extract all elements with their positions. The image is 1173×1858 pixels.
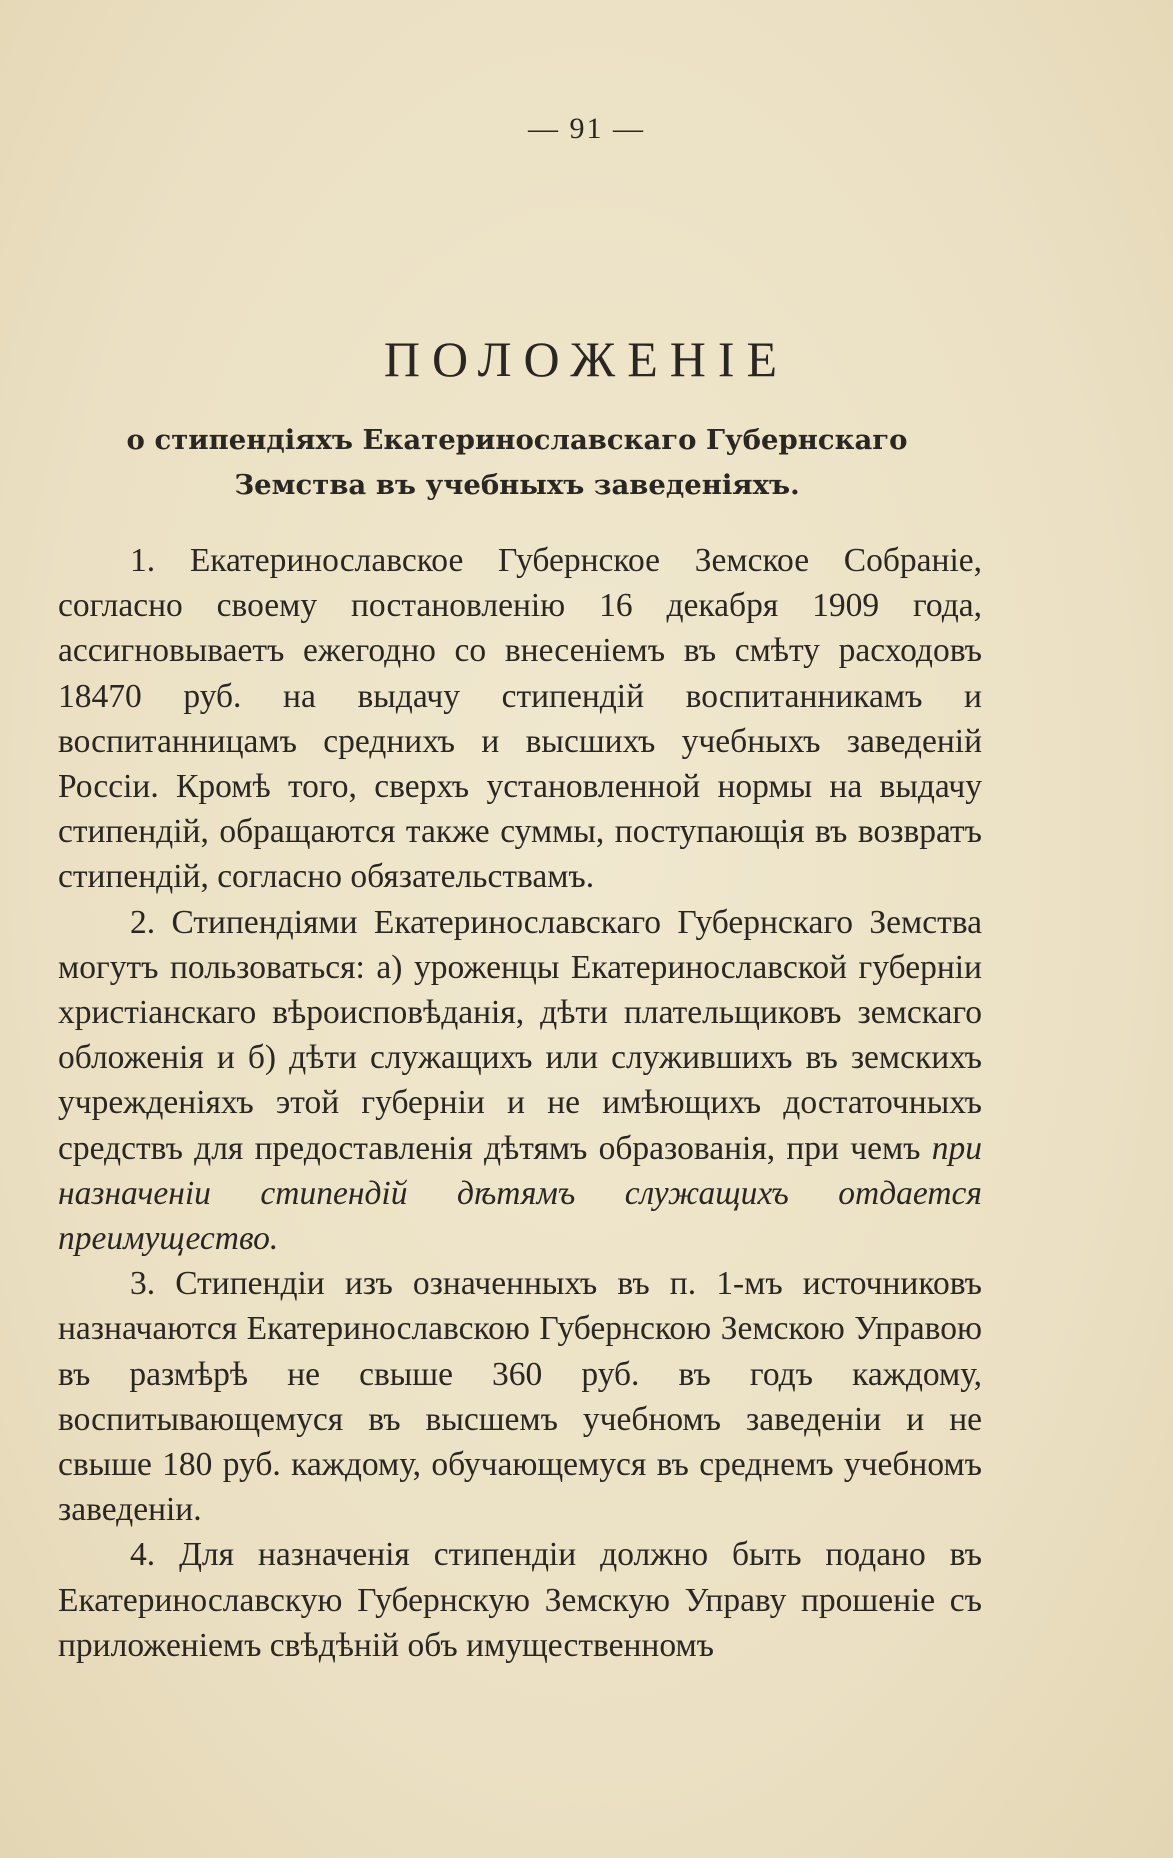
document-body xyxy=(58,538,982,1668)
paragraph-3 xyxy=(58,1261,982,1532)
page-title: ПОЛОЖЕНІЕ xyxy=(383,331,790,387)
page-subtitle: о стипендіяхъ Екатеринославскаго Губернскаго Земства въ учебныхъ заведеніяхъ. xyxy=(126,424,908,501)
paragraph-4 xyxy=(58,1532,982,1668)
paragraph-3-text: 3. Стипендіи изъ означенныхъ въ п. 1-мъ источниковъ назначаются Екатеринославскою Губернскою Земскою Управою въ размѣрѣ не свыше 360 руб. въ годъ каждому, воспитывающемуся въ высшемъ учебномъ заведеніи и не свыше 180 руб. каждому, обучающемуся въ среднемъ учебномъ заведеніи. xyxy=(58,1265,982,1529)
paragraph-1 xyxy=(58,538,982,900)
paragraph-2-emphasis: при назначеніи стипендій дѣтямъ служащихъ отдается преимущество. xyxy=(58,1129,983,1258)
paragraph-1-text: 1. Екатеринославское Губернское Земское Собраніе, согласно своему постановленію 16 декабря 1909 года, ассигновываетъ ежегодно со внесеніемъ въ смѣту расходовъ 18470 руб. на выдачу стипендій воспитанникамъ и воспитанницамъ среднихъ и высшихъ учебныхъ заведеній Россіи. Кромѣ того, сверхъ установленной нормы на выдачу стипендій, обращаются также суммы, поступающія въ возвратъ стипендій, согласно обязательствамъ. xyxy=(58,542,982,896)
page-number: — 91 — xyxy=(528,112,645,145)
paragraph-2 xyxy=(58,900,982,1262)
paragraph-2-text: 2. Стипендіями Екатеринославскаго Губернскаго Земства могутъ пользоваться: а) уроженцы Екатеринославской губерніи христіанскаго вѣроисповѣданія, дѣти плательщиковъ земскаго обложенія и б) дѣти служащихъ или служившихъ въ земскихъ учрежденіяхъ этой губерніи и не имѣющихъ достаточныхъ средствъ для предоставленія дѣтямъ образованія, при чемъ xyxy=(58,903,982,1167)
paragraph-4-text: 4. Для назначенія стипендіи должно быть подано въ Екатеринославскую Губернскую Земскую Управу прошеніе съ приложеніемъ свѣдѣній объ имущественномъ xyxy=(58,1536,982,1664)
